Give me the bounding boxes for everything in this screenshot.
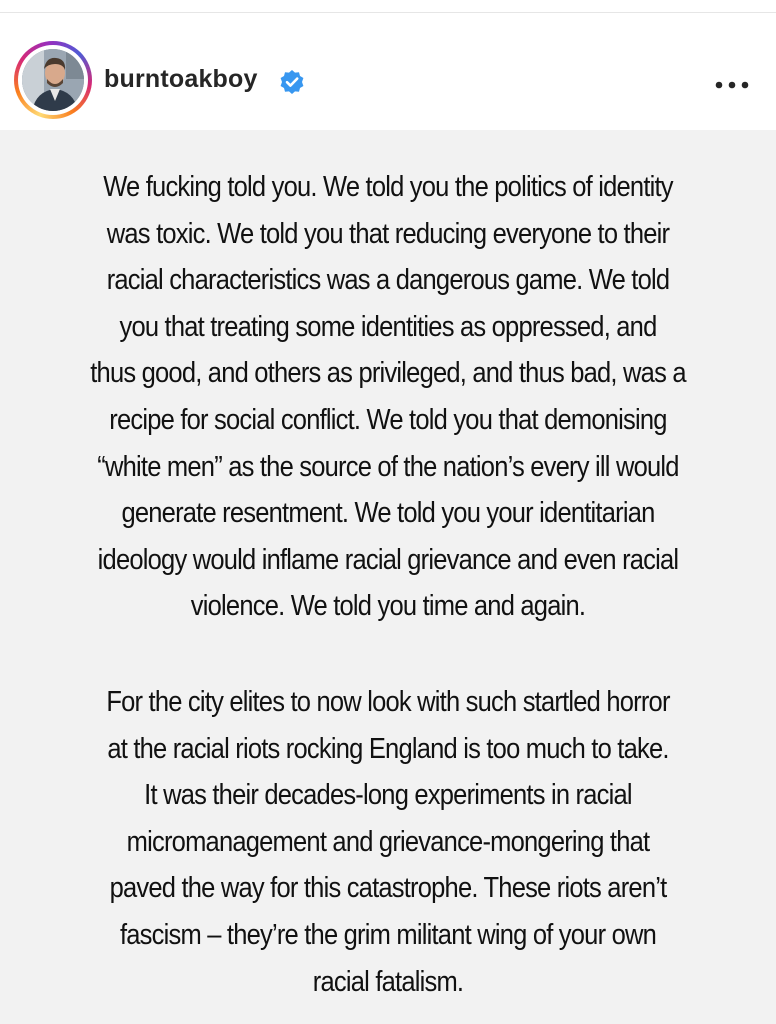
post-content (0, 130, 776, 1024)
post-header (0, 13, 776, 130)
post-text-paragraph-1: We fucking told you. We told you the politics of identity was toxic. We told you that reducing everyone to their racial characteristics was a dangerous game. We told you that treating some identities as oppressed, and thus good, and others as privileged, and thus bad, was a recipe for social conflict. We told you that demonising “white men” as the source of the nation’s every ill would generate resentment. We told you your identitarian ideology would inflame racial grievance and even racial violence. We told you time and again. (90, 171, 686, 623)
profile-avatar[interactable] (22, 49, 84, 111)
avatar-gap (18, 45, 88, 115)
verified-badge-icon (279, 69, 305, 95)
more-options-icon[interactable] (712, 79, 752, 91)
top-divider (0, 0, 776, 13)
post-text-paragraph-2: For the city elites to now look with such startled horror at the racial riots rocking England is too much to take. It was their decades-long experiments in racial micromanagement and grievance-mongering that paved the way for this catastrophe. These riots aren’t fascism – they’re the grim militant wing of your own racial fatalism. (106, 686, 670, 998)
story-ring[interactable] (14, 41, 92, 119)
avatar-image (22, 49, 84, 111)
username[interactable]: burntoakboy (104, 65, 258, 93)
